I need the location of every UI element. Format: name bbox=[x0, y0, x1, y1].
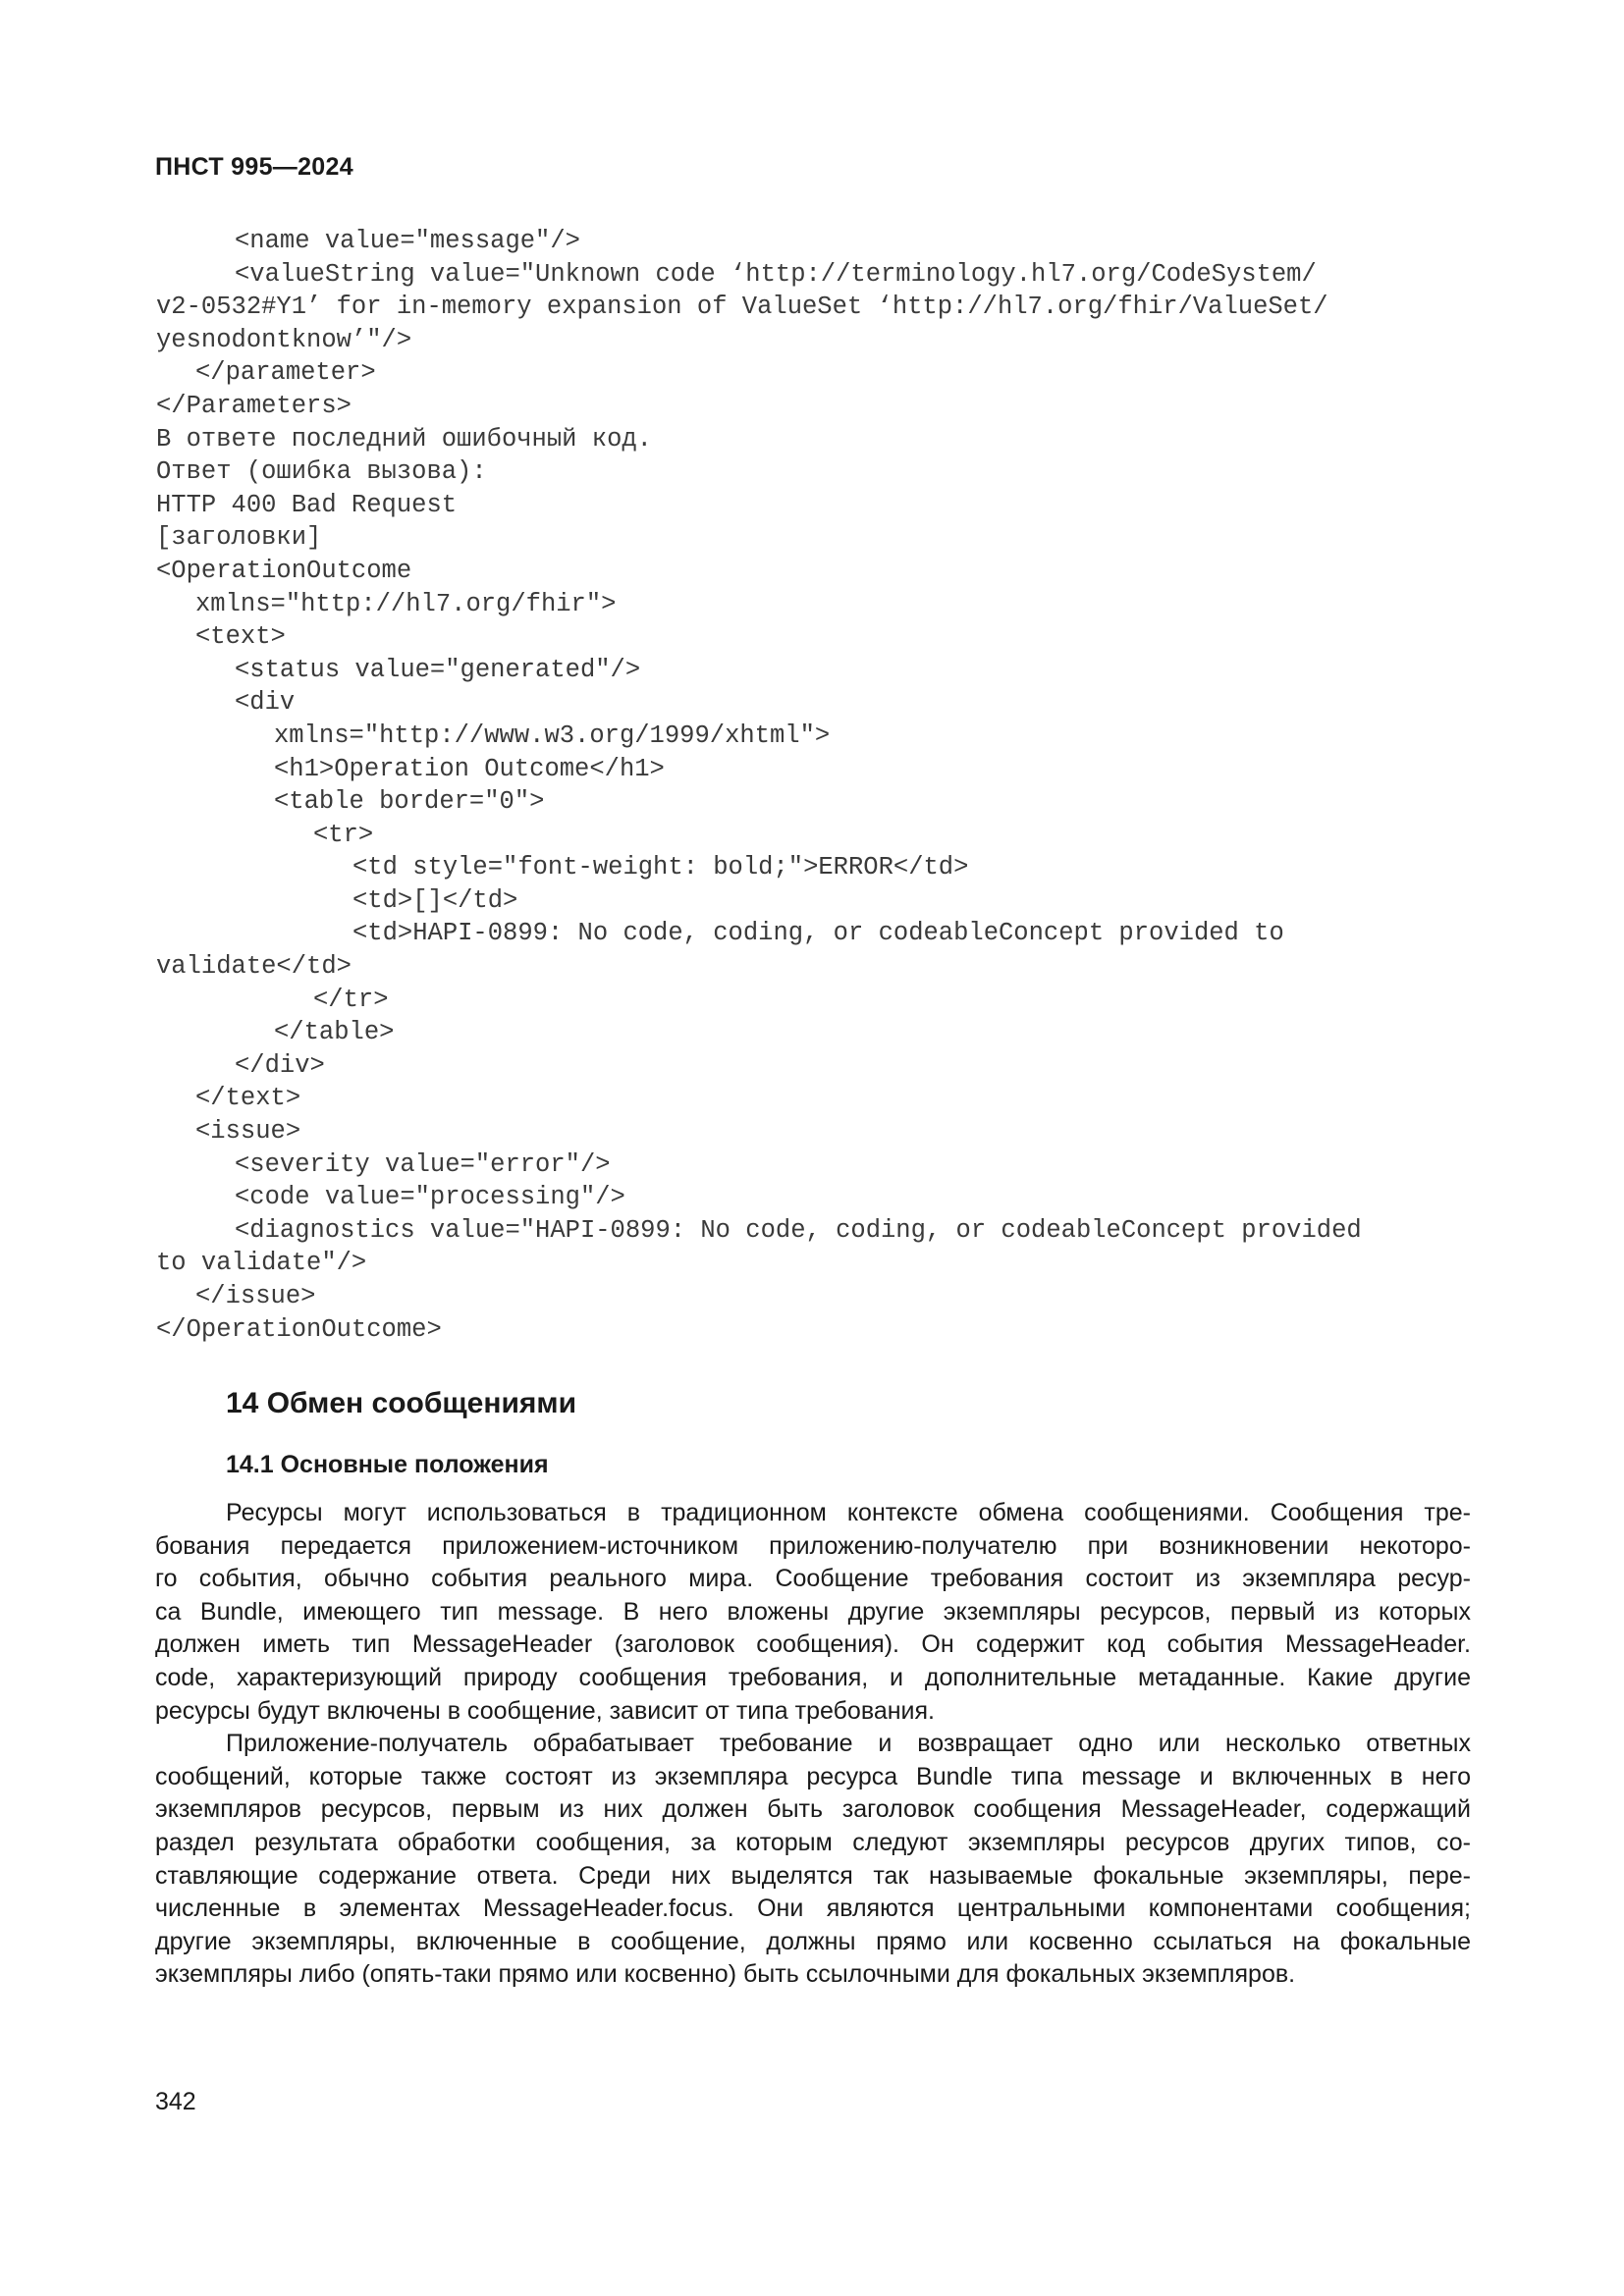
paragraph-line: code, характеризующий природу сообщения требования, и дополнительные метаданные. Какие другие bbox=[155, 1663, 1471, 1691]
code-line: <OperationOutcome bbox=[156, 556, 412, 585]
paragraph-line: го события, обычно события реального мира. Сообщение требования состоит из экземпляра ресур- bbox=[155, 1565, 1471, 1593]
code-line: </parameter> bbox=[195, 358, 376, 388]
paragraph-line: ставляющие содержание ответа. Среди них выделятся так называемые фокальные экземпляры, пере- bbox=[155, 1861, 1471, 1890]
code-line: <div bbox=[235, 688, 296, 718]
paragraph-line: должен иметь тип MessageHeader (заголовок сообщения). Он содержит код события MessageHeader. bbox=[155, 1630, 1471, 1659]
subsection-title: 14.1 Основные положения bbox=[226, 1451, 549, 1478]
paragraph-line: раздел результата обработки сообщения, за которым следуют экземпляры ресурсов других типов, со- bbox=[155, 1828, 1471, 1856]
code-line: Ответ (ошибка вызова): bbox=[156, 457, 487, 487]
paragraph-line: ресурсы будут включены в сообщение, зависит от типа требования. bbox=[155, 1696, 935, 1725]
body-paragraphs bbox=[155, 1497, 1471, 1992]
code-line: <code value="processing"/> bbox=[235, 1183, 625, 1212]
paragraph-line: бования передается приложением-источником приложению-получателю при возникновении некоторо- bbox=[155, 1531, 1471, 1560]
code-line: HTTP 400 Bad Request bbox=[156, 490, 458, 519]
code-line: validate</td> bbox=[156, 952, 352, 982]
code-line: </tr> bbox=[313, 985, 389, 1014]
code-line: xmlns="http://www.w3.org/1999/xhtml"> bbox=[274, 721, 831, 750]
code-line: to validate"/> bbox=[156, 1249, 367, 1278]
code-line: </issue> bbox=[195, 1282, 316, 1310]
paragraph-line: экземпляры либо (опять-таки прямо или косвенно) быть ссылочными для фокальных экземпляров. bbox=[155, 1960, 1296, 1989]
document-header: ПНСТ 995—2024 bbox=[155, 153, 353, 181]
code-line: <severity value="error"/> bbox=[235, 1149, 611, 1179]
code-line: v2-0532#Y1’ for in-memory expansion of ValueSet ‘http://hl7.org/fhir/ValueSet/ bbox=[156, 293, 1328, 322]
paragraph-line: Приложение-получатель обрабатывает требование и возвращает одно или несколько ответных bbox=[226, 1730, 1471, 1758]
code-line: <issue> bbox=[195, 1117, 301, 1147]
code-line: <name value="message"/> bbox=[235, 227, 580, 255]
paragraph-line: численные в элементах MessageHeader.focus. Они являются центральными компонентами сообщения; bbox=[155, 1895, 1471, 1923]
code-line: </text> bbox=[195, 1084, 301, 1113]
page-number: 342 bbox=[155, 2088, 196, 2115]
code-line: <text> bbox=[195, 622, 286, 652]
paragraph-line: экземпляров ресурсов, первым из них должен быть заголовок сообщения MessageHeader, содержащий bbox=[155, 1795, 1471, 1824]
code-line: <td style="font-weight: bold;">ERROR</td> bbox=[352, 853, 969, 882]
code-line: <tr> bbox=[313, 820, 374, 849]
code-line: </OperationOutcome> bbox=[156, 1314, 442, 1344]
code-line: xmlns="http://hl7.org/fhir"> bbox=[195, 589, 617, 618]
paragraph-line: сообщений, которые также состоят из экземпляра ресурса Bundle типа message и включенных в него bbox=[155, 1762, 1471, 1790]
code-line: </div> bbox=[235, 1050, 325, 1080]
code-line: В ответе последний ошибочный код. bbox=[156, 424, 652, 454]
code-line: </table> bbox=[274, 1018, 395, 1047]
paragraph-line: Ресурсы могут использоваться в традиционном контексте обмена сообщениями. Сообщения тре- bbox=[226, 1499, 1471, 1526]
code-line: <h1>Operation Outcome</h1> bbox=[274, 754, 665, 783]
code-line: <valueString value="Unknown code ‘http://terminology.hl7.org/CodeSystem/ bbox=[235, 259, 1317, 289]
section-title: 14 Обмен сообщениями bbox=[226, 1387, 577, 1419]
code-line: <td>HAPI-0899: No code, coding, or codeableConcept provided to bbox=[352, 919, 1284, 948]
code-line: </Parameters> bbox=[156, 391, 352, 420]
code-line: <table border="0"> bbox=[274, 787, 545, 817]
code-line: yesnodontknow’"/> bbox=[156, 325, 412, 354]
code-line: <td>[]</td> bbox=[352, 885, 518, 915]
paragraph-line: другие экземпляры, включенные в сообщение, должны прямо или косвенно ссылаться на фокальные bbox=[155, 1927, 1471, 1955]
code-listing bbox=[156, 225, 1472, 1346]
paragraph-line: са Bundle, имеющего тип message. В него вложены другие экземпляры ресурсов, первый из которых bbox=[155, 1597, 1471, 1626]
code-line: [заголовки] bbox=[156, 523, 322, 553]
code-line: <diagnostics value="HAPI-0899: No code, coding, or codeableConcept provided bbox=[235, 1215, 1362, 1245]
code-line: <status value="generated"/> bbox=[235, 655, 641, 684]
